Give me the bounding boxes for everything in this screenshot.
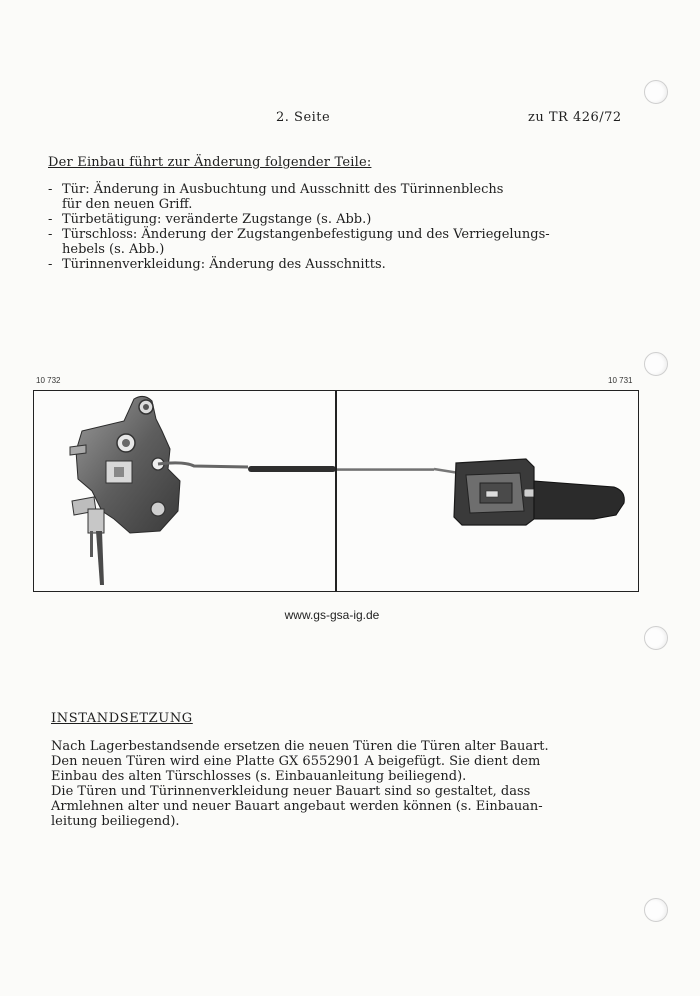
repair-line: Nach Lagerbestandsende ersetzen die neuen Türen die Türen alter Bauart. xyxy=(51,739,549,754)
website-url: www.gs-gsa-ig.de xyxy=(284,608,380,622)
repair-line: leitung beiliegend). xyxy=(51,814,180,829)
figure-divider xyxy=(335,391,337,591)
repair-line: Einbau des alten Türschlosses (s. Einbauanleitung beiliegend). xyxy=(51,769,467,784)
repair-heading: INSTANDSETZUNG xyxy=(51,711,193,726)
change-item-door xyxy=(48,182,648,212)
repair-line: Armlehnen alter und neuer Bauart angebaut werden können (s. Einbauan- xyxy=(51,799,543,814)
punch-hole xyxy=(644,80,668,104)
punch-hole xyxy=(644,626,668,650)
figure-frame xyxy=(33,390,639,592)
change-item-door-actuation xyxy=(48,212,648,227)
change-item-line: - Türschloss: Änderung der Zugstangenbefestigung und des Verriegelungs- xyxy=(62,227,550,242)
change-item-line: für den neuen Griff. xyxy=(62,197,193,212)
figure-number-left: 10 732 xyxy=(36,376,61,385)
punch-hole xyxy=(644,352,668,376)
repair-line: Den neuen Türen wird eine Platte GX 6552901 A beigefügt. Sie dient dem xyxy=(51,754,541,769)
repair-paragraph xyxy=(51,739,631,829)
change-item-line: hebels (s. Abb.) xyxy=(62,242,165,257)
repair-line: Die Türen und Türinnenverkleidung neuer Bauart sind so gestaltet, dass xyxy=(51,784,531,799)
changes-heading: Der Einbau führt zur Änderung folgender Teile: xyxy=(48,155,372,170)
punch-hole xyxy=(644,898,668,922)
document-reference: zu TR 426/72 xyxy=(528,110,622,125)
door-lock-assembly xyxy=(70,396,180,585)
figure-number-right: 10 731 xyxy=(608,376,633,385)
actuating-rod xyxy=(158,463,484,477)
change-item-line: - Türinnenverkleidung: Änderung des Ausschnitts. xyxy=(62,257,386,272)
change-item-line: - Tür: Änderung in Ausbuchtung und Ausschnitt des Türinnenblechs xyxy=(62,182,504,197)
change-item-door-trim xyxy=(48,257,648,272)
page-number: 2. Seite xyxy=(276,110,331,125)
change-item-door-lock xyxy=(48,227,648,257)
door-handle xyxy=(454,459,624,525)
changes-list xyxy=(48,182,648,272)
change-item-line: - Türbetätigung: veränderte Zugstange (s. Abb.) xyxy=(62,212,372,227)
